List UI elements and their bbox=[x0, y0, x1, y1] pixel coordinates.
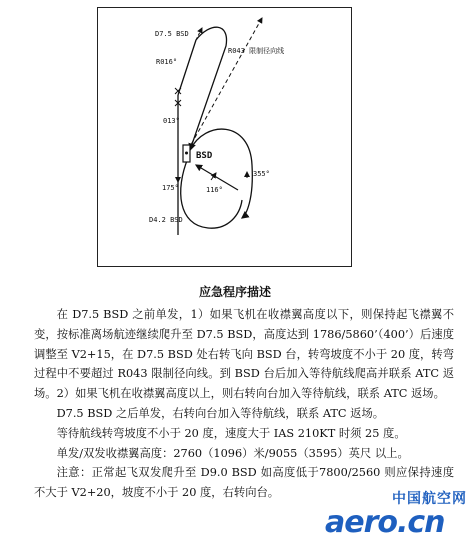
watermark-logo: aero.cn bbox=[325, 505, 445, 540]
bsd-station-dot bbox=[185, 152, 188, 155]
figure-caption: 应急程序描述 bbox=[198, 285, 271, 299]
r043-radial-line bbox=[188, 18, 262, 150]
label-d75: D7.5 BSD bbox=[155, 30, 189, 38]
label-r016: R016° bbox=[156, 58, 178, 66]
label-355: 355° bbox=[253, 170, 270, 178]
label-r043: R043 限制径向线 bbox=[228, 47, 285, 55]
paragraph-4: 单发/双发收襟翼高度：2760（1096）米/9055（3595）英尺 以上。 bbox=[56, 446, 409, 460]
label-013: 013° bbox=[163, 117, 180, 125]
paragraph-3: 等待航线转弯坡度不小于 20 度，速度大于 IAS 210KT 时须 25 度。 bbox=[56, 426, 406, 440]
aero-cn-watermark bbox=[315, 490, 470, 538]
label-175: 175° bbox=[162, 184, 179, 192]
label-116: 116° bbox=[206, 186, 223, 194]
paragraph-2: D7.5 BSD 之后单发，右转向台加入等待航线，联系 ATC 返场。 bbox=[56, 406, 385, 420]
holding-pattern bbox=[190, 129, 252, 218]
label-d42: D4.2 BSD bbox=[149, 216, 183, 224]
procedure-text bbox=[34, 305, 454, 503]
watermark-cn-text: 中国航空网 bbox=[392, 491, 467, 507]
departure-track-upper bbox=[178, 40, 196, 95]
paragraph-1: 在 D7.5 BSD 之前单发，1）如果飞机在收襟翼高度以下，则保持起飞襟翼不变，按标准离场航迹继续爬升至 D7.5 BSD，高度达到 1786/5860’（400’）后速度调整至 V2+15，在 D7.5 BSD 处右转飞向 BSD 台，转弯坡度不小于 20 度，转弯过程中不要超过 R043 限制径向线。到 BSD 台后加入等待航线爬高并联系 ATC 返场。2）如果飞机在收襟翼高度以上，则右转向台加入等待航线，联系 ATC 返场。 bbox=[34, 308, 454, 401]
label-bsd: BSD bbox=[196, 151, 213, 161]
paragraph-5: 注意：正常起飞双发爬升至 D9.0 BSD 如高度低于7800/2560 则应保持速度不大于 V2+20，坡度不小于 20 度，右转向台。 bbox=[34, 466, 454, 500]
